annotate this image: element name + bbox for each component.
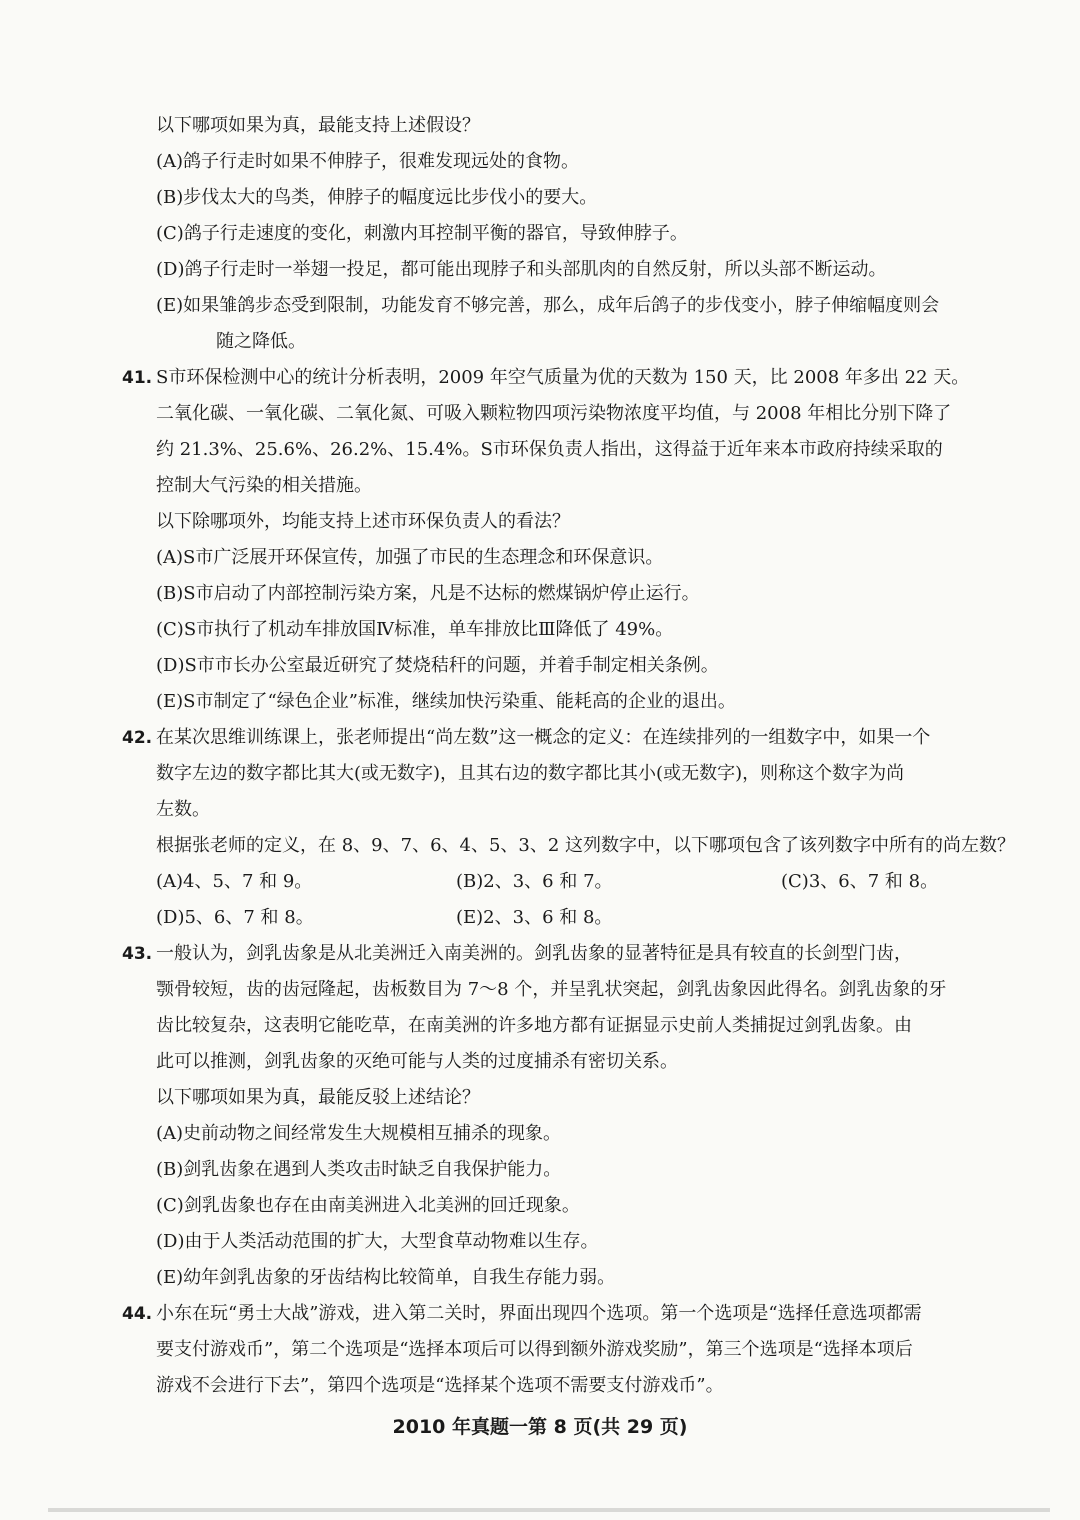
option-c: (C)鸽子行走速度的变化，刺激内耳控制平衡的器官，导致伸脖子。 — [156, 223, 688, 244]
option-b: (B)2、3、6 和 7。 — [456, 871, 613, 892]
option-e: (E)幼年剑乳齿象的牙齿结构比较简单，自我生存能力弱。 — [156, 1267, 616, 1288]
option-b: (B)步伐太大的鸟类，伸脖子的幅度远比步伐小的要大。 — [156, 187, 598, 208]
option-a: (A)S市广泛展开环保宣传，加强了市民的生态理念和环保意识。 — [156, 547, 664, 568]
question-stem-line: 一般认为，剑乳齿象是从北美洲迁入南美洲的。剑乳齿象的显著特征是具有较直的长剑型门齿， — [156, 943, 912, 964]
question-number: 42. — [122, 728, 153, 748]
option-b: (B)剑乳齿象在遇到人类攻击时缺乏自我保护能力。 — [156, 1159, 562, 1180]
question-stem-line: 左数。 — [156, 799, 210, 820]
option-b: (B)S市启动了内部控制污染方案，凡是不达标的燃煤锅炉停止运行。 — [156, 583, 700, 604]
page-footer: 2010 年真题一第 8 页(共 29 页) — [392, 1416, 688, 1438]
question-stem-line: 此可以推测，剑乳齿象的灭绝可能与人类的过度捕杀有密切关系。 — [156, 1051, 678, 1072]
question-stem-line: 要支付游戏币”，第二个选项是“选择本项后可以得到额外游戏奖励”，第三个选项是“选择本项后 — [156, 1339, 913, 1360]
question-40-tail — [156, 108, 996, 360]
question-number: 44. — [122, 1304, 153, 1324]
scan-edge-line — [48, 1508, 1050, 1512]
option-c: (C)3、6、7 和 8。 — [781, 871, 939, 892]
question-stem-line: 二氧化碳、一氧化碳、二氧化氮、可吸入颗粒物四项污染物浓度平均值，与 2008 年相比分别下降了 — [156, 403, 952, 424]
question-prompt: 以下哪项如果为真，最能支持上述假设？ — [156, 115, 480, 136]
option-e: (E)S市制定了“绿色企业”标准，继续加快污染重、能耗高的企业的退出。 — [156, 691, 736, 712]
question-44 — [122, 1296, 996, 1404]
question-stem-line: 在某次思维训练课上，张老师提出“尚左数”这一概念的定义：在连续排列的一组数字中，如果一个 — [156, 727, 931, 748]
question-43 — [122, 936, 996, 1296]
option-e: (E)2、3、6 和 8。 — [456, 907, 613, 928]
question-stem-line: 约 21.3%、25.6%、26.2%、15.4%。S市环保负责人指出，这得益于近年来本市政府持续采取的 — [156, 439, 943, 460]
page-content — [122, 108, 1016, 1404]
question-stem-line: 小东在玩“勇士大战”游戏，进入第二关时，界面出现四个选项。第一个选项是“选择任意选项都需 — [156, 1303, 922, 1324]
question-42 — [122, 720, 1016, 936]
question-number: 41. — [122, 368, 153, 388]
question-stem-line: 齿比较复杂，这表明它能吃草，在南美洲的许多地方都有证据显示史前人类捕捉过剑乳齿象。由 — [156, 1015, 912, 1036]
option-e: (E)如果雏鸽步态受到限制，功能发育不够完善，那么，成年后鸽子的步伐变小，脖子伸缩幅度则会 — [156, 295, 940, 316]
question-prompt: 根据张老师的定义，在 8、9、7、6、4、5、3、2 这列数字中，以下哪项包含了该列数字中所有的尚左数？ — [156, 835, 1016, 856]
option-a: (A)史前动物之间经常发生大规模相互捕杀的现象。 — [156, 1123, 562, 1144]
question-number: 43. — [122, 944, 153, 964]
question-stem-line: S市环保检测中心的统计分析表明，2009 年空气质量为优的天数为 150 天，比 2008 年多出 22 天。 — [156, 367, 970, 388]
question-41 — [122, 360, 996, 720]
option-d: (D)由于人类活动范围的扩大，大型食草动物难以生存。 — [156, 1231, 599, 1252]
option-d: (D)5、6、7 和 8。 — [156, 907, 314, 928]
options-row — [156, 900, 996, 936]
option-a: (A)4、5、7 和 9。 — [156, 871, 313, 892]
option-e-continuation: 随之降低。 — [216, 331, 306, 352]
question-prompt: 以下除哪项外，均能支持上述市环保负责人的看法？ — [156, 511, 570, 532]
question-prompt: 以下哪项如果为真，最能反驳上述结论？ — [156, 1087, 480, 1108]
option-c: (C)S市执行了机动车排放国Ⅳ标准，单车排放比Ⅲ降低了 49%。 — [156, 619, 674, 640]
question-stem-line: 颚骨较短，齿的齿冠隆起，齿板数目为 7～8 个，并呈乳状突起，剑乳齿象因此得名。剑乳齿象的牙 — [156, 979, 947, 1000]
option-a: (A)鸽子行走时如果不伸脖子，很难发现远处的食物。 — [156, 151, 580, 172]
question-stem-line: 游戏不会进行下去”，第四个选项是“选择某个选项不需要支付游戏币”。 — [156, 1375, 724, 1396]
option-d: (D)鸽子行走时一举翅一投足，都可能出现脖子和头部肌肉的自然反射，所以头部不断运动。 — [156, 259, 887, 280]
question-stem-line: 数字左边的数字都比其大(或无数字)，且其右边的数字都比其小(或无数字)，则称这个数字为尚 — [156, 763, 905, 784]
option-c: (C)剑乳齿象也存在由南美洲进入北美洲的回迁现象。 — [156, 1195, 580, 1216]
options-row — [156, 864, 996, 900]
question-stem-line: 控制大气污染的相关措施。 — [156, 475, 372, 496]
option-d: (D)S市市长办公室最近研究了焚烧秸秆的问题，并着手制定相关条例。 — [156, 655, 719, 676]
